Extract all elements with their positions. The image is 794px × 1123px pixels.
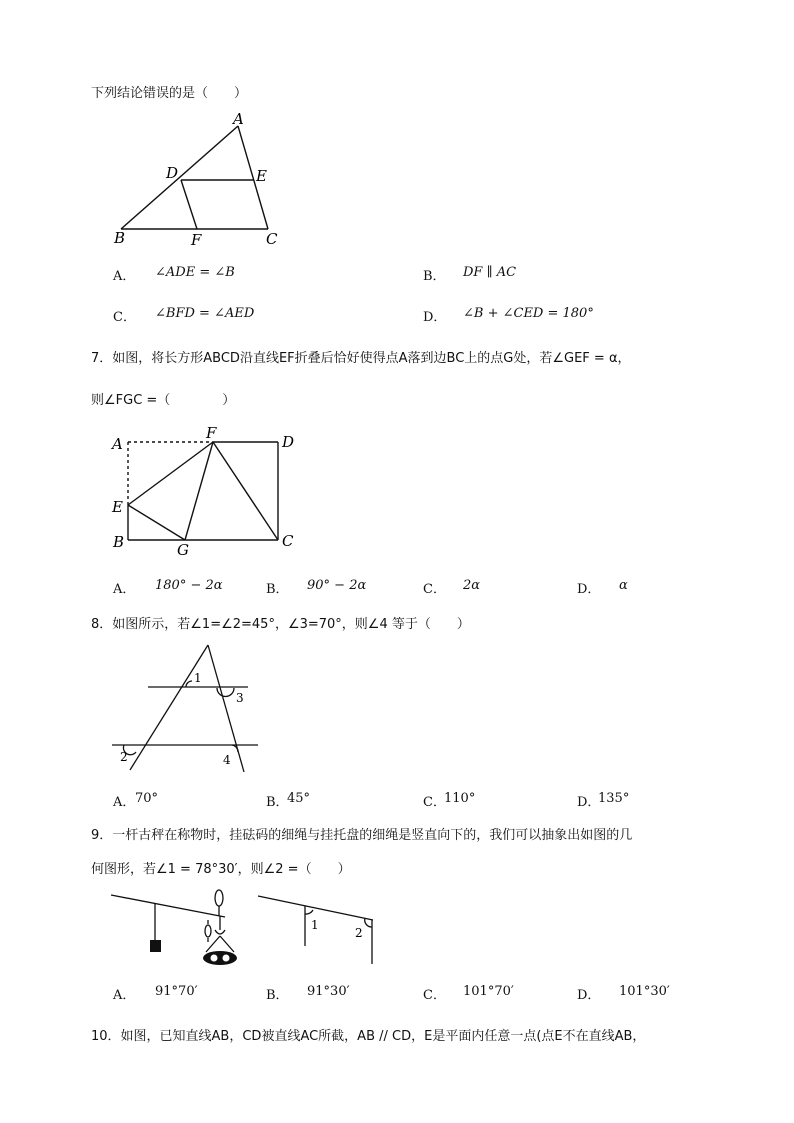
q9-label-2: 2 — [355, 926, 363, 940]
q8-label-2: 2 — [120, 750, 128, 764]
q6-label-d: D — [166, 164, 179, 182]
q9-option-a-letter[interactable]: A． — [113, 988, 136, 1003]
q6-option-c-letter[interactable]: C． — [113, 310, 136, 325]
q7-option-c-text: 2α — [463, 578, 481, 593]
q8-option-b-letter[interactable]: B． — [266, 795, 289, 810]
q7-option-a-text: 180° − 2α — [155, 578, 223, 593]
q7-option-d-text: α — [619, 578, 628, 593]
q7-label-a: A — [112, 435, 123, 453]
q9-stem-line1: 9．一杆古秤在称物时，挂砝码的细绳与挂托盘的细绳是竖直向下的，我们可以抽象出如图的几 — [91, 828, 633, 843]
q9-stem-line2: 何图形，若∠1 = 78°30′，则∠2 =（ ） — [91, 862, 351, 877]
q8-option-d-text: 135° — [598, 791, 630, 806]
q6-label-f: F — [191, 231, 202, 249]
q7-option-b-text: 90° − 2α — [307, 578, 367, 593]
q8-option-c-text: 110° — [444, 791, 476, 806]
q6-option-b-text: DF ∥ AC — [463, 265, 517, 280]
q9-option-c-letter[interactable]: C． — [423, 988, 446, 1003]
q8-label-1: 1 — [194, 671, 202, 685]
q8-label-4: 4 — [223, 753, 231, 767]
q8-option-a-text: 70° — [135, 791, 159, 806]
q7-option-b-letter[interactable]: B． — [266, 582, 289, 597]
q6-option-d-letter[interactable]: D． — [423, 310, 447, 325]
q7-option-d-letter[interactable]: D． — [577, 582, 601, 597]
q6-option-c-text: ∠BFD = ∠AED — [155, 306, 255, 321]
q7-stem-line2: 则∠FGC =（ ） — [91, 393, 236, 408]
q6-stem: 下列结论错误的是（ ） — [91, 86, 248, 101]
q6-label-c: C — [266, 230, 278, 248]
q7-option-c-letter[interactable]: C． — [423, 582, 446, 597]
q6-label-b: B — [114, 229, 126, 247]
q7-label-g: G — [177, 541, 189, 559]
q9-option-c-text: 101°70′ — [463, 984, 514, 999]
q9-option-d-text: 101°30′ — [619, 984, 670, 999]
q8-stem: 8．如图所示，若∠1=∠2=45°，∠3=70°，则∠4 等于（ ） — [91, 617, 470, 632]
q6-label-e: E — [256, 167, 267, 185]
q7-label-e: E — [112, 498, 123, 516]
q8-option-c-letter[interactable]: C． — [423, 795, 446, 810]
q7-label-d: D — [282, 433, 295, 451]
q8-option-d-letter[interactable]: D． — [577, 795, 601, 810]
q7-stem-line1: 7．如图，将长方形ABCD沿直线EF折叠后恰好使得点A落到边BC上的点G处，若∠GEF = α， — [91, 351, 631, 366]
q7-label-b: B — [113, 533, 125, 551]
q9-option-b-text: 91°30′ — [307, 984, 350, 999]
q7-option-a-letter[interactable]: A． — [113, 582, 136, 597]
q9-option-d-letter[interactable]: D． — [577, 988, 601, 1003]
q6-option-d-text: ∠B + ∠CED = 180° — [463, 306, 594, 321]
q6-option-a-text: ∠ADE = ∠B — [155, 265, 235, 280]
q8-option-a-letter[interactable]: A． — [113, 795, 136, 810]
q6-label-a: A — [233, 110, 244, 128]
q9-label-1: 1 — [311, 918, 319, 932]
q6-option-a-letter[interactable]: A． — [113, 269, 136, 284]
q6-option-b-letter[interactable]: B． — [423, 269, 446, 284]
q8-label-3: 3 — [236, 691, 244, 705]
q10-stem-line1: 10．如图，已知直线AB，CD被直线AC所截，AB // CD，E是平面内任意一点(点E不在直线AB， — [91, 1029, 646, 1044]
q9-option-a-text: 91°70′ — [155, 984, 198, 999]
q9-option-b-letter[interactable]: B． — [266, 988, 289, 1003]
q7-label-c: C — [282, 532, 294, 550]
q7-label-f: F — [206, 424, 217, 442]
q8-option-b-text: 45° — [287, 791, 311, 806]
